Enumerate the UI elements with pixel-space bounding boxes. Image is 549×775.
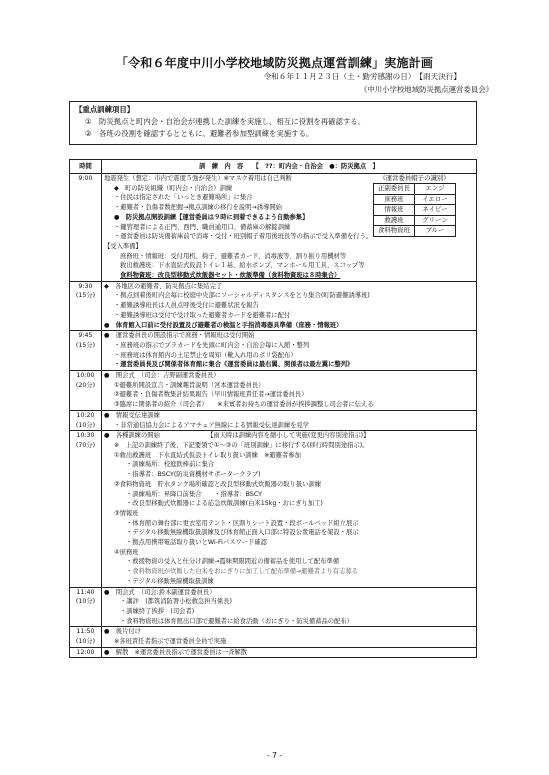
content-line: 庶務班・情報班：受付用机、椅子、避難者カード、消毒液等、割り振り用機材等	[120, 252, 347, 260]
content-line: ◆ 各地区の避難者、防災拠点に集結完了	[104, 282, 223, 290]
content-line: ● 体育館入口前に受付設置及び避難者の検温と手指消毒器具準備（庶務・情報班）	[104, 321, 343, 329]
content-line: ◆ 町の防災組織（町内会・自治会）訓練	[114, 184, 233, 192]
content-cell	[102, 647, 477, 658]
hat-role: 情報班	[374, 205, 415, 216]
content-line: ・訓練場所：校庭鉄棒前に集合	[126, 461, 215, 469]
time-cell	[70, 371, 102, 411]
hat-color: イエロー	[415, 194, 456, 205]
duration-value: (70分)	[75, 441, 96, 449]
content-line: 地震発生（想定：市内で震度５強が発生）※マスク着用は自己判断	[104, 175, 292, 182]
page-title: 「令和６年度中川小学校地域防災拠点運営訓練」実施計画	[115, 56, 434, 70]
content-line: ● 運営委員長の開設指示で庶務・情報班は受付開始	[104, 332, 255, 340]
time-value: 9:30	[78, 282, 93, 290]
schedule-row	[70, 331, 477, 371]
duration-value: (20分)	[75, 381, 96, 389]
schedule-row	[70, 410, 477, 430]
content-line: ・講評 (都筑消防署小松救急担当係長)	[120, 598, 232, 606]
content-line: ・庶務班の指示でプラカードを先頭に町内会・自治会毎に入館・整列	[114, 341, 310, 349]
content-line: ● 各種訓練の開始 【雨天時は訓練内容を縮小して実施(変更内容別途指示)】	[104, 432, 370, 440]
content-line: ②食料物資班 貯水タンク場所確認と改良型移動式炊飯器の取り扱い訓練	[114, 480, 322, 488]
time-header: 時間	[70, 160, 102, 174]
content-line: ※ 上記の訓練終了後、下記要領で①～③の「班別訓練」に移行する(移行時間別途指示)。	[114, 441, 369, 449]
content-line: ③情報班	[114, 509, 139, 517]
content-line: ・改良型移動式炊飯器による応急炊飯訓練(白米15kg・おにぎり加工)	[126, 500, 323, 508]
content-line: ・運営委員長及び関係者体育館に集合《運営委員は最右翼、関係者は最左翼に整列》	[114, 361, 354, 369]
schedule-row	[70, 281, 477, 331]
schedule-row	[70, 587, 477, 627]
hat-color-legend	[373, 173, 456, 237]
content-line: ・避難者・負傷者数把握→拠点訓練の移行を説明→誘導開始	[114, 204, 282, 212]
hat-role: 救護班	[374, 215, 415, 226]
time-value: 11:50	[76, 628, 95, 636]
content-line: ● 防災拠点開設訓練【運営委員は９時に到着できるよう自動参集】	[114, 213, 309, 221]
hat-color: ブルー	[415, 226, 456, 237]
content-line: ● 開会式 （司会：吉野副運営委員長）	[104, 372, 220, 380]
schedule-body	[70, 174, 477, 658]
schedule-row	[70, 431, 477, 587]
hat-row	[374, 215, 456, 226]
time-cell	[70, 431, 102, 587]
duration-value: (15分)	[75, 292, 96, 300]
time-value: 10:30	[76, 432, 95, 440]
content-line: ②避難者・負傷者数集計結果報告（早川情報班責任者→運営委員長）	[114, 391, 308, 399]
content-header: 訓 練 内 容 【 ??：町内会・自治会 ●：防災拠点 】	[102, 160, 477, 174]
time-cell	[70, 587, 102, 627]
time-value: 12:00	[76, 648, 95, 656]
content-line: ・食料物資班は体育館出口部で避難者に給食活動（おにぎり・防災備蓄品の配布）	[120, 617, 353, 625]
page-number: - 7 -	[267, 751, 282, 760]
hat-color: エンジ	[415, 184, 456, 195]
content-line: ・デジタル移動無線機取扱訓練	[126, 577, 214, 585]
key-training-items-box	[69, 101, 477, 145]
schedule-header-row	[70, 160, 477, 174]
hat-row	[374, 194, 456, 205]
time-value: 11:40	[76, 588, 95, 596]
content-line: 食料物資班：改良型移動式炊飯器セット・炊飯準備（食料物資班は８時集合）	[120, 272, 341, 280]
content-line: ● 閉会式 （司会:鈴木副運営委員長）	[104, 588, 216, 596]
time-cell	[70, 410, 102, 430]
content-cell	[102, 331, 477, 371]
content-cell	[102, 281, 477, 331]
content-line: ※各班責任者指示で運営委員全員で実施	[114, 638, 227, 646]
organizer: 《中川小学校地域防災拠点運営委員会》	[359, 85, 493, 94]
schedule-row	[70, 647, 477, 658]
key-item: ② 各班の役割を確認するとともに、避難者参加型訓練を実施する。	[85, 129, 314, 138]
content-line: ・デジタル移動無線機取扱訓練及び体育館正面入口部に特設公衆電話を架設・展示	[126, 529, 359, 537]
content-line: ● 後片付け	[104, 628, 141, 636]
duration-value: (10分)	[75, 638, 96, 646]
duration-value: (10分)	[75, 421, 96, 429]
content-line: 救出救護班：下水直結式仮設トイレ１基、給水ポンプ、マンホール用工具、スコップ等	[120, 262, 365, 270]
content-cell	[102, 627, 477, 647]
content-line: ・体育館の舞台部に更衣室用テント・区割りシート設置・段ボールベッド組立展示	[126, 519, 359, 527]
hat-role: 庶務班	[374, 194, 415, 205]
time-cell	[70, 627, 102, 647]
key-items-title: 【重点訓練項目】	[75, 105, 135, 114]
hat-color-table	[373, 183, 456, 237]
content-line: ・庶務班は体育館内の土足禁止を周知（靴入れ用のポリ袋配布）	[114, 351, 297, 359]
content-line: 【受入準備】	[104, 242, 142, 250]
hat-color: ネイビー	[415, 205, 456, 216]
content-line: ①避難所開設宣言・訓練趣旨説明（宮本運営委員長）	[114, 381, 265, 389]
content-line: ・運営委員は防災備蓄庫前で消毒・受付・班別帽子着用後班長等の指示で受入準備を行う。	[114, 233, 373, 241]
time-value: 9:00	[78, 175, 93, 182]
content-cell	[102, 431, 477, 587]
content-cell	[102, 410, 477, 430]
content-line: ①救出救護班 下水直結式仮設トイレ取り扱い訓練 ※避難者参加	[114, 451, 301, 459]
hat-row	[374, 226, 456, 237]
content-line: ・拠点到着後町内会毎に校庭中央部にソーシャルディスタンスをとり集合(町防避難誘導班)	[114, 292, 370, 300]
event-date: 令和６年１１月２３日（土・勤労感謝の日） 【雨天決行】	[263, 72, 461, 81]
content-line: ・非常通信協力会によるアマチュア無線による情報受伝達訓練を見学	[114, 421, 310, 429]
content-cell	[102, 371, 477, 411]
key-item: ① 防災拠点と町内会・自治会が連携した訓練を実施し、相互に役割を再確認する。	[85, 117, 366, 126]
duration-value: (10分)	[75, 598, 96, 606]
content-line: ・訓練終了挨拶 (司会者)	[120, 607, 195, 615]
content-line: ・訓練場所：昇降口前集合 ・指導者：BSCY	[126, 490, 262, 498]
content-line: ・拠点用携帯電話取り扱いとWi-Fiパスワード確認	[126, 539, 267, 547]
time-value: 10:20	[76, 411, 95, 419]
hat-color: グリーン	[415, 215, 456, 226]
content-line: ● 解散 ※運営委員長指示で運営委員は一斉解散	[104, 648, 248, 656]
schedule-row	[70, 627, 477, 647]
content-cell	[102, 587, 477, 627]
hat-role: 食料物資班	[374, 226, 415, 237]
time-cell	[70, 281, 102, 331]
content-line: ・避難誘導班長は人員点呼後受付に避難状況を報告	[114, 302, 259, 310]
hat-legend-title: 《運営委員帽子の識別》	[379, 174, 450, 182]
content-line: ・避難誘導班は受付で受け取った避難者カードを避難者に配付	[114, 311, 291, 319]
time-value: 10:00	[76, 372, 95, 380]
content-line: ・鍵管理者による正門、西門、職員通用口、備蓄庫の解錠訓練	[114, 223, 291, 231]
schedule-row	[70, 371, 477, 411]
content-line: ・指導者：BSCY(防災資機材サポータークラブ)	[126, 471, 261, 479]
content-line: ● 情報受伝達訓練	[104, 411, 160, 419]
content-line: ④庶務班	[114, 548, 139, 556]
duration-value: (15分)	[75, 341, 96, 349]
time-cell	[70, 174, 102, 282]
time-cell	[70, 647, 102, 658]
time-value: 9:45	[78, 332, 93, 340]
content-line: ・住民は指定された「いっとき避難場所」に集合	[114, 194, 253, 202]
hat-role: 正副委員長	[374, 184, 415, 195]
content-line: ③臨席に関係者の紹介（司会者） ※来賓者お持ちの運営委員が挨拶調整し司会者に伝える	[114, 401, 374, 409]
time-cell	[70, 331, 102, 371]
content-line: ・救援物資の受入と仕分け訓練→霞味期限間近の備蓄品を使用して配布準備	[126, 558, 340, 566]
content-line: ・食料物資班が炊飯した白米をおにぎりに加工して配布準備→避難者より有志募る	[126, 568, 358, 576]
hat-row	[374, 184, 456, 195]
hat-row	[374, 205, 456, 216]
